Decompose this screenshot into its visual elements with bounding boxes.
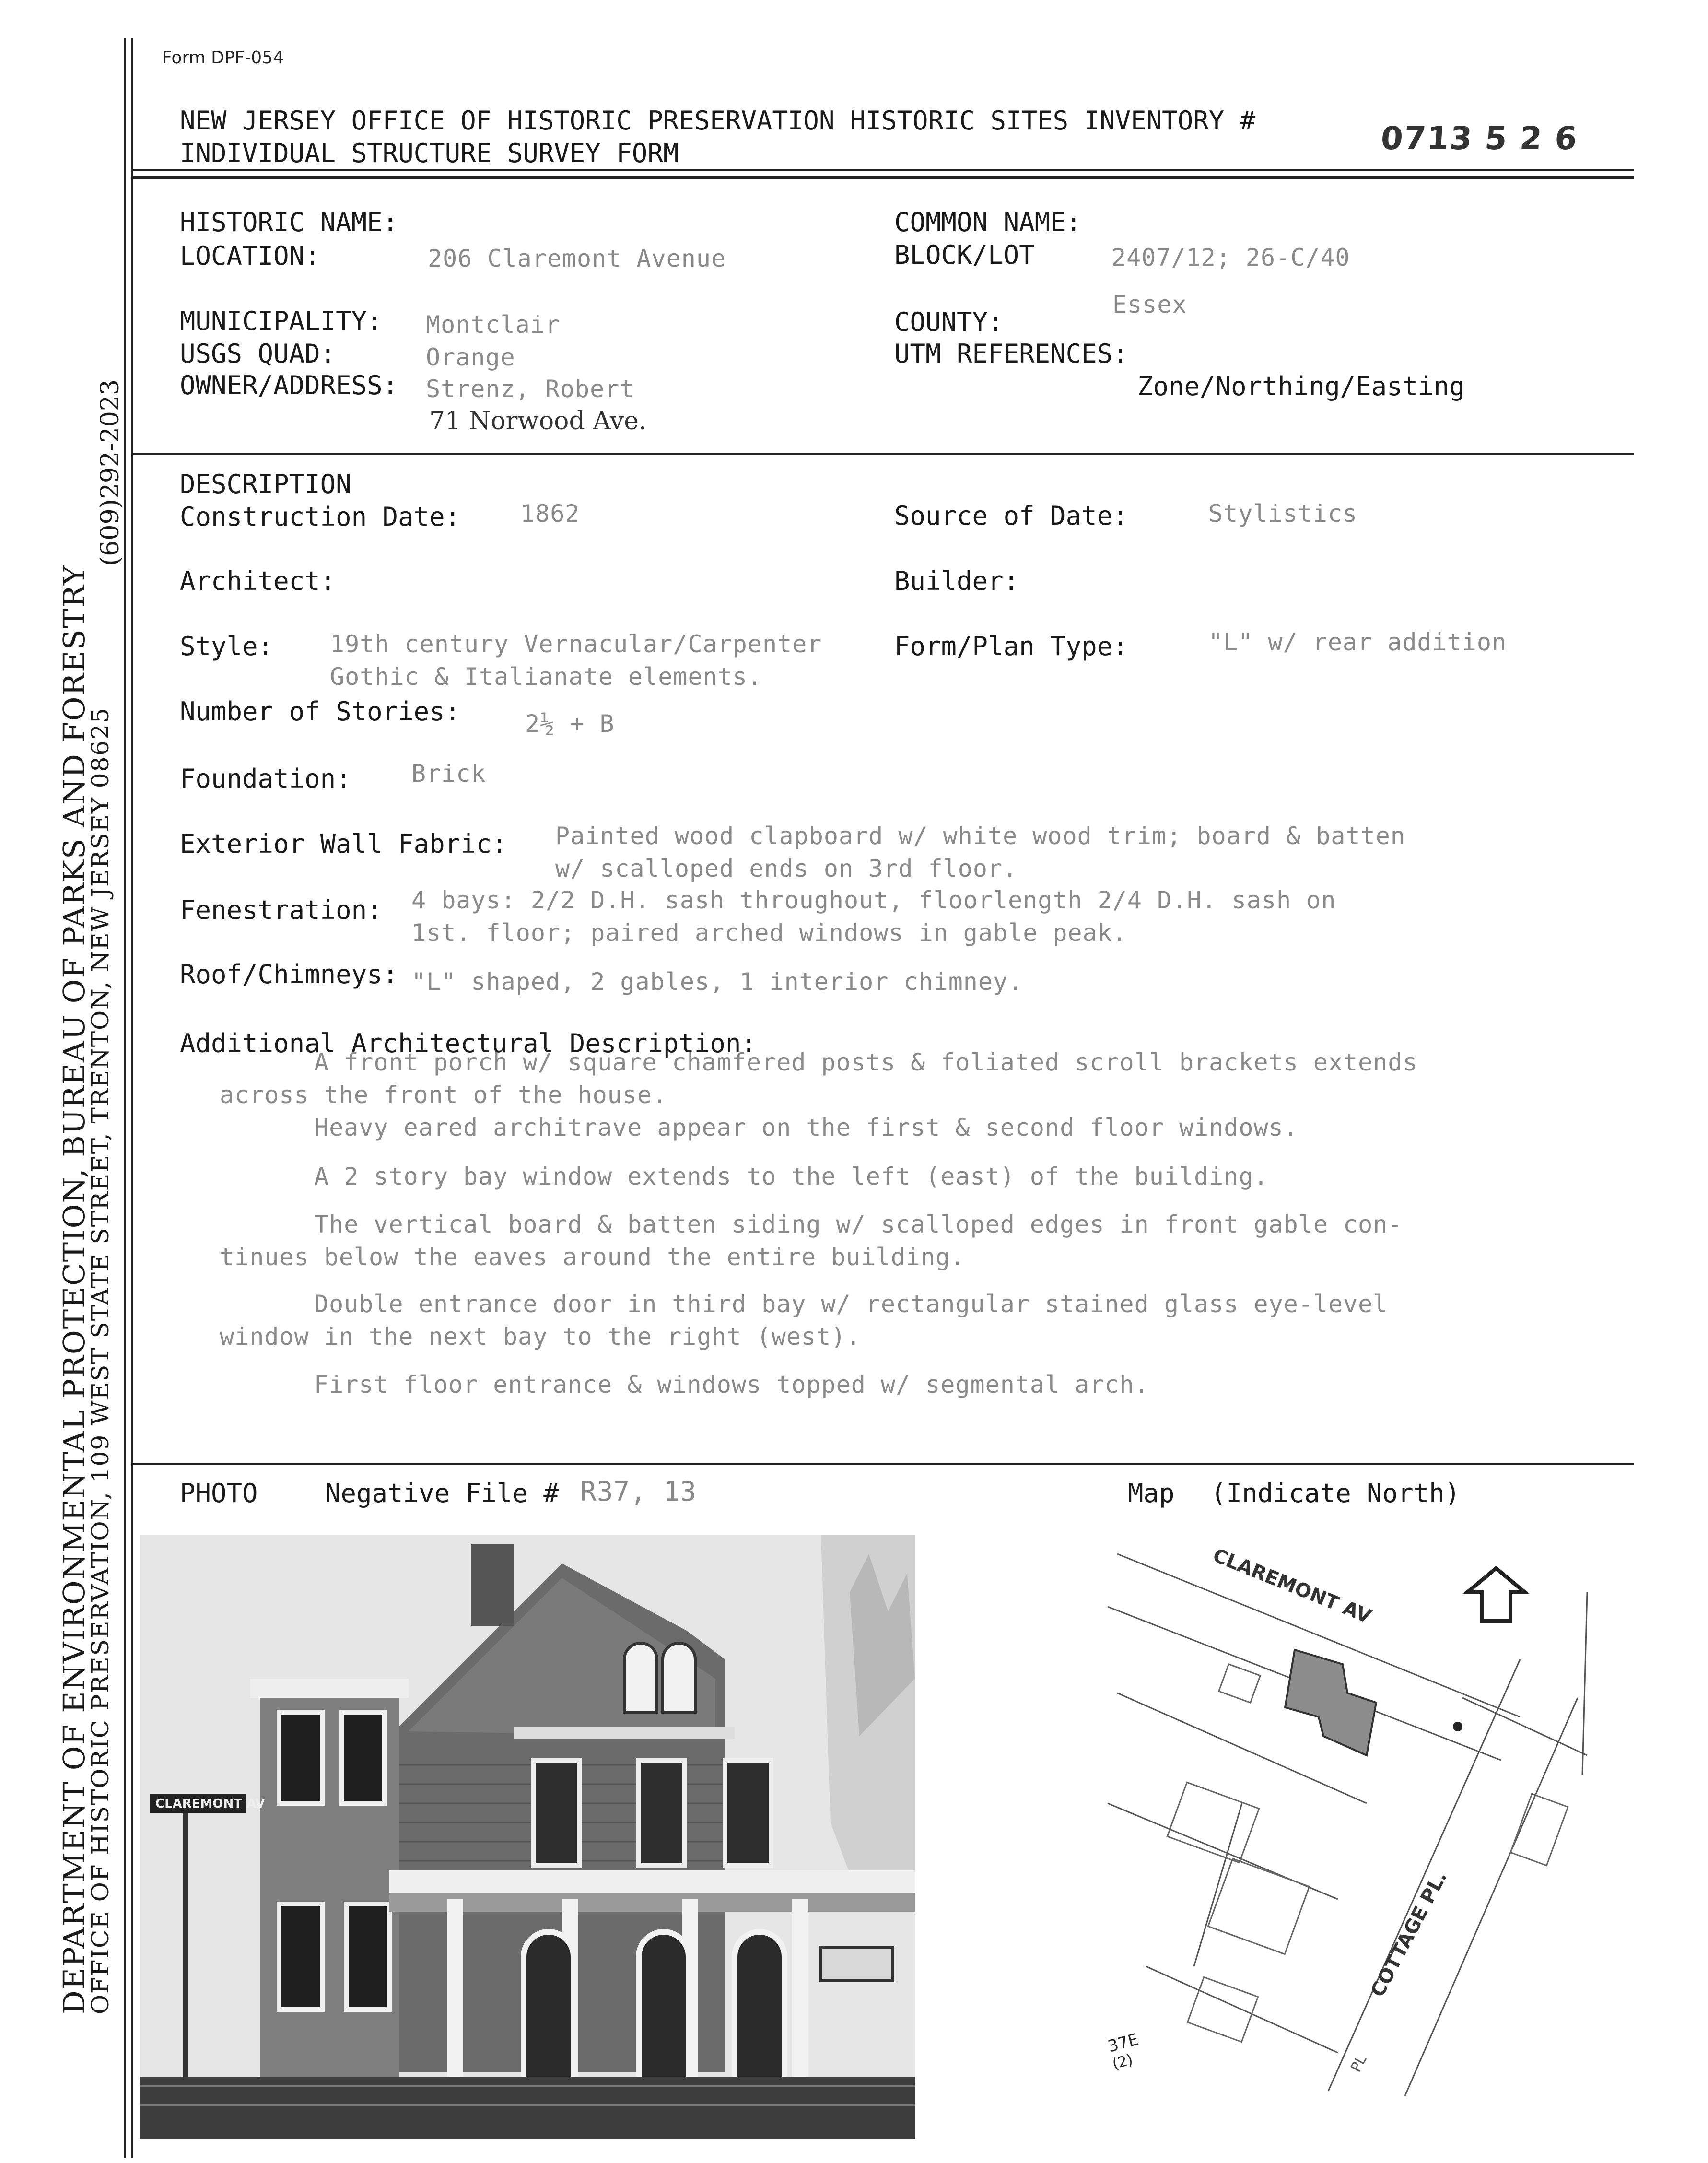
utm-sub-label: Zone/Northing/Easting [1137, 371, 1465, 401]
header-rule-bottom [133, 176, 1634, 179]
additional-para1-line2: across the front of the house. [220, 1081, 667, 1109]
additional-para2-line1: Heavy eared architrave appear on the first & second floor windows. [314, 1114, 1299, 1141]
wall-fabric-value-1: Painted wood clapboard w/ white wood trim; board & batten [555, 822, 1405, 850]
negative-file-label: Negative File # [325, 1478, 559, 1508]
map-north-hint: (Indicate North) [1211, 1478, 1461, 1508]
additional-para3-line1: A 2 story bay window extends to the left (east) of the building. [314, 1163, 1269, 1190]
map-label: Map [1128, 1478, 1175, 1508]
source-of-date-value: Stylistics [1208, 500, 1358, 528]
location-value: 206 Claremont Avenue [428, 245, 726, 272]
utm-label: UTM REFERENCES: [894, 339, 1128, 369]
owner-name-value: Strenz, Robert [426, 375, 635, 403]
construction-date-value: 1862 [520, 500, 580, 528]
section-rule-2 [133, 1463, 1634, 1465]
owner-address-value: 71 Norwood Ave. [429, 407, 647, 435]
style-label: Style: [180, 631, 274, 661]
map-lot-ref-2: (2) [1111, 2051, 1135, 2073]
additional-para1-line1: A front porch w/ square chamfered posts & foliated scroll brackets extends [314, 1048, 1418, 1076]
source-of-date-label: Source of Date: [894, 501, 1128, 531]
usgs-quad-label: USGS QUAD: [180, 339, 336, 369]
location-label: LOCATION: [180, 241, 320, 271]
fenestration-label: Fenestration: [180, 895, 383, 925]
historic-name-label: HISTORIC NAME: [180, 207, 398, 237]
section-rule-1 [133, 453, 1634, 455]
street-sign-text: CLAREMONT AV [155, 1797, 265, 1811]
stories-label: Number of Stories: [180, 696, 461, 727]
description-heading: DESCRIPTION [180, 469, 351, 499]
sidebar-department: DEPARTMENT OF ENVIRONMENTAL PROTECTION, BUREAU OF PARKS AND FORESTRY [57, 564, 92, 2014]
municipality-label: MUNICIPALITY: [180, 306, 383, 336]
additional-para5-line1: Double entrance door in third bay w/ rectangular stained glass eye-level [314, 1290, 1388, 1318]
foundation-value: Brick [411, 760, 486, 788]
roof-value: "L" shaped, 2 gables, 1 interior chimney. [411, 968, 1023, 996]
stories-value: 2½ + B [525, 710, 615, 738]
left-margin-rule-outer [124, 38, 126, 2158]
additional-para4-line1: The vertical board & batten siding w/ scalloped edges in front gable con- [314, 1211, 1403, 1238]
map-street-pl: PL [1347, 2052, 1370, 2075]
architect-label: Architect: [180, 566, 336, 596]
building-photo [140, 1535, 915, 2139]
map-street-claremont: CLAREMONT AV [1209, 1544, 1375, 1628]
common-name-label: COMMON NAME: [894, 207, 1082, 237]
sidebar-office: OFFICE OF HISTORIC PRESERVATION, 109 WEST STATE STREET, TRENTON, NEW JERSEY 08625 [86, 707, 114, 2014]
additional-para5-line2: window in the next bay to the right (west). [220, 1323, 861, 1351]
additional-para6-line1: First floor entrance & windows topped w/ segmental arch. [314, 1371, 1149, 1399]
style-value-1: 19th century Vernacular/Carpenter [330, 630, 822, 658]
form-plan-value: "L" w/ rear addition [1208, 628, 1507, 656]
additional-para4-line2: tinues below the eaves around the entire building. [220, 1243, 966, 1271]
negative-file-value: R37, 13 [580, 1476, 697, 1507]
builder-label: Builder: [894, 566, 1019, 596]
photo-label: PHOTO [180, 1478, 258, 1508]
building-photo-drawing [140, 1535, 915, 2139]
header-subtitle: INDIVIDUAL STRUCTURE SURVEY FORM [180, 138, 679, 168]
additional-description-label: Additional Architectural Description: [180, 1028, 757, 1058]
sidebar-phone: (609)292-2023 [96, 379, 125, 566]
wall-fabric-value-2: w/ scalloped ends on 3rd floor. [555, 855, 1018, 882]
map-lot-ref: 37E [1105, 2030, 1141, 2057]
header-rule-top [133, 169, 1634, 171]
form-id: Form DPF-054 [162, 48, 284, 68]
construction-date-label: Construction Date: [180, 502, 461, 532]
municipality-value: Montclair [426, 311, 560, 339]
header-title: NEW JERSEY OFFICE OF HISTORIC PRESERVATION HISTORIC SITES INVENTORY # [180, 106, 1256, 136]
left-margin-rule-inner [131, 38, 133, 2158]
roof-label: Roof/Chimneys: [180, 959, 398, 989]
wall-fabric-label: Exterior Wall Fabric: [180, 829, 507, 859]
style-value-2: Gothic & Italianate elements. [330, 663, 762, 691]
fenestration-value-1: 4 bays: 2/2 D.H. sash throughout, floorlength 2/4 D.H. sash on [411, 886, 1336, 914]
form-plan-label: Form/Plan Type: [894, 631, 1128, 661]
usgs-quad-value: Orange [426, 343, 515, 371]
block-lot-value: 2407/12; 26-C/40 [1111, 244, 1350, 271]
block-lot-label: BLOCK/LOT [894, 240, 1035, 270]
county-label: COUNTY: [894, 307, 1004, 337]
owner-label: OWNER/ADDRESS: [180, 370, 398, 400]
site-map [1098, 1535, 1597, 2101]
inventory-number: 0713 5 2 6 [1380, 120, 1579, 157]
foundation-label: Foundation: [180, 764, 351, 794]
county-value: Essex [1112, 291, 1187, 318]
fenestration-value-2: 1st. floor; paired arched windows in gable peak. [411, 919, 1127, 947]
map-street-cottage: COTTAGE PL. [1367, 1867, 1452, 2001]
